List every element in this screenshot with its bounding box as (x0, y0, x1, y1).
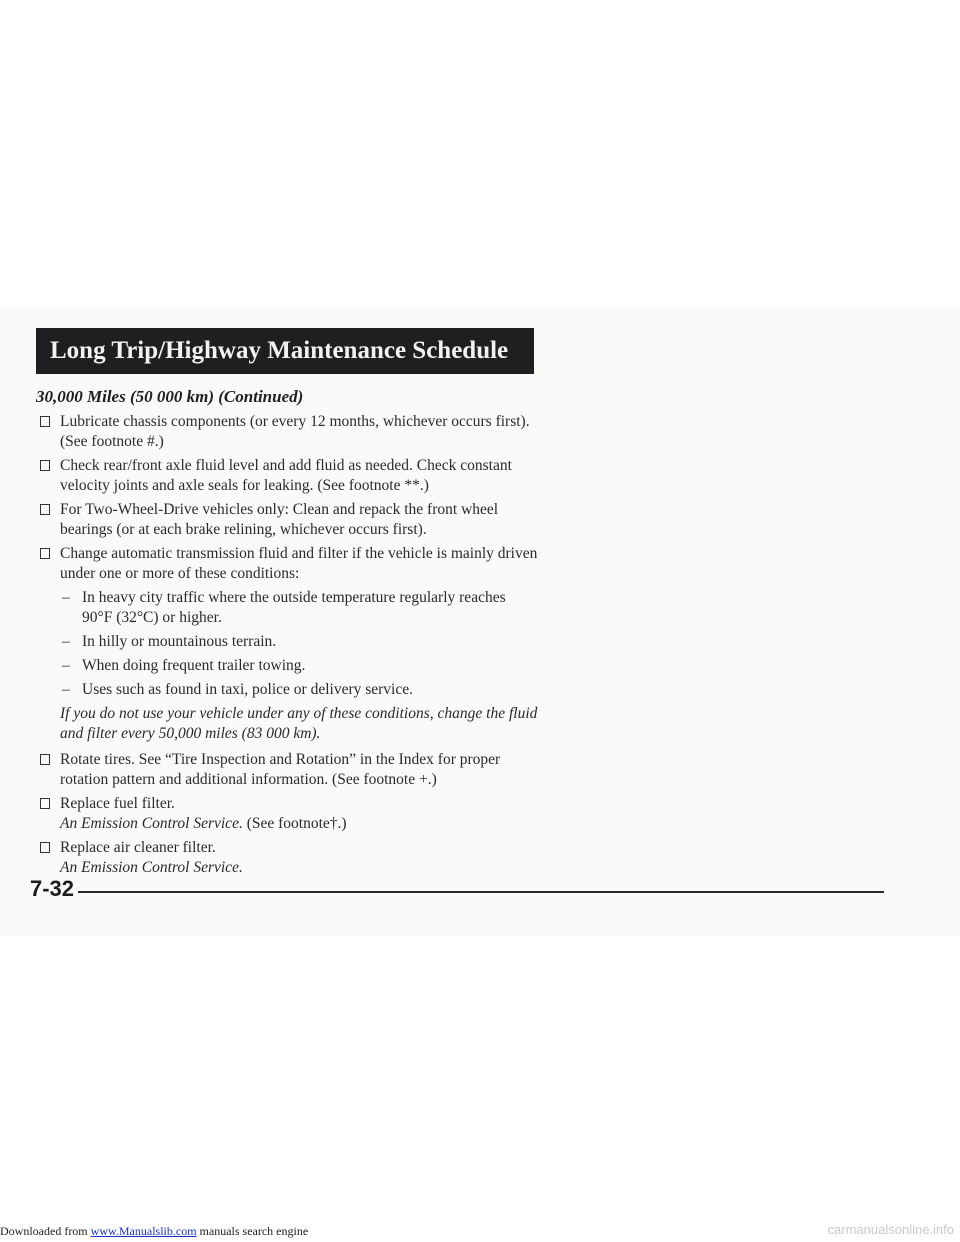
list-item: Replace fuel filter. An Emission Control Service. (See footnote†.) (38, 794, 638, 834)
dash-bullet: – (62, 681, 70, 698)
footer-rule (78, 891, 884, 893)
manualslib-link[interactable]: www.Manualslib.com (90, 1224, 197, 1238)
section-title: 30,000 Miles (50 000 km) (Continued) (36, 387, 304, 406)
checkbox-icon (40, 754, 50, 765)
page-banner: Long Trip/Highway Maintenance Schedule (36, 328, 534, 374)
condition-item: – In heavy city traffic where the outside temperature regularly reaches 90°F (32°C) or higher. (62, 589, 506, 626)
manual-page (0, 308, 960, 936)
dash-bullet: – (62, 633, 70, 650)
checkbox-icon (40, 842, 50, 853)
conditions-list (60, 588, 638, 700)
list-item: Change automatic transmission fluid and filter if the vehicle is mainly driven under one or more of these conditions: – In heavy city traffic where the outside temperature regularly reaches 90°F (32°C) or higher. – In hilly or mountainous terrain. – When doing frequent trailer towing. – Uses such as found in taxi, police or delivery service. If you do not use your vehicle under any of these conditions, change the fluid and filter every 50,000 miles (83 000 km). (38, 544, 638, 744)
dash-bullet: – (62, 589, 70, 606)
download-credit: Downloaded from www.Manualslib.com manuals search engine (0, 1224, 309, 1238)
page-number: 7-32 (30, 876, 75, 901)
conditions-note: If you do not use your vehicle under any of these conditions, change the fluid and filter every 50,000 miles (83 000 km). (60, 705, 538, 742)
list-item: Check rear/front axle fluid level and add fluid as needed. Check constant velocity joints and axle seals for leaking. (See footnote **.) (38, 456, 638, 496)
list-item: For Two-Wheel-Drive vehicles only: Clean and repack the front wheel bearings (or at each brake relining, whichever occurs first). (38, 500, 638, 540)
list-item: Lubricate chassis components (or every 12 months, whichever occurs first). (See footnote #.) (38, 412, 638, 452)
schedule-list (38, 412, 638, 882)
checkbox-icon (40, 504, 50, 515)
emission-note: An Emission Control Service. (60, 815, 243, 832)
checkbox-icon (40, 416, 50, 427)
condition-item: – In hilly or mountainous terrain. (62, 633, 277, 650)
condition-item: – When doing frequent trailer towing. (62, 657, 306, 674)
watermark: carmanualsonline.info (827, 1222, 954, 1237)
checkbox-icon (40, 798, 50, 809)
condition-item: – Uses such as found in taxi, police or delivery service. (62, 681, 414, 698)
emission-note: An Emission Control Service. (60, 859, 243, 876)
checkbox-icon (40, 460, 50, 471)
list-item: Replace air cleaner filter. An Emission Control Service. (38, 838, 638, 878)
list-item: Rotate tires. See “Tire Inspection and Rotation” in the Index for proper rotation pattern and additional information. (See footnote +.) (38, 750, 638, 790)
dash-bullet: – (62, 657, 70, 674)
checkbox-icon (40, 548, 50, 559)
